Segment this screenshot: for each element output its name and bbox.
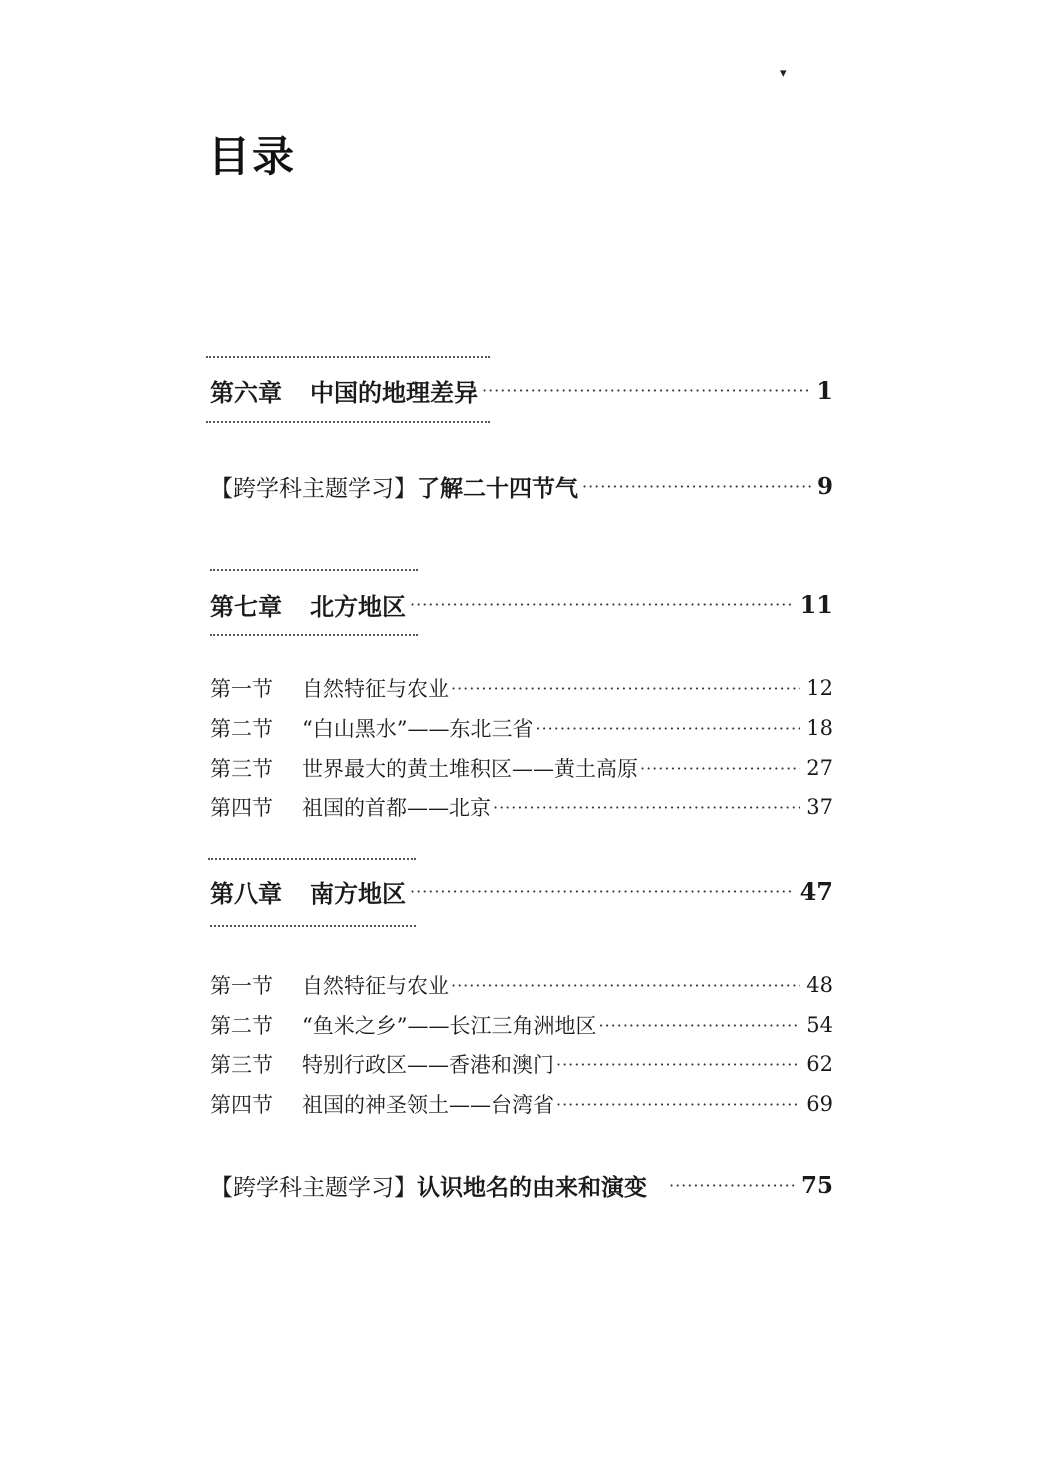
section-number: 第三节 bbox=[210, 757, 273, 781]
dot-leader bbox=[410, 882, 794, 901]
toc-entry-section[interactable] bbox=[210, 670, 833, 706]
toc-entry-section[interactable] bbox=[210, 1007, 833, 1043]
section-number: 第二节 bbox=[210, 717, 273, 741]
toc-entry-section[interactable] bbox=[210, 750, 833, 786]
chapter6-bottom-rule bbox=[206, 421, 490, 423]
dot-leader bbox=[582, 477, 811, 496]
page-number: 37 bbox=[806, 795, 833, 819]
chapter-number: 第六章 bbox=[210, 377, 282, 407]
page-number: 27 bbox=[806, 756, 833, 780]
page-number: 47 bbox=[799, 876, 833, 906]
page-title: 目录 bbox=[208, 132, 297, 181]
section-title: “白山黑水”——东北三省 bbox=[302, 717, 534, 741]
section-number: 第一节 bbox=[210, 677, 273, 701]
chapter-title: 南方地区 bbox=[310, 878, 406, 908]
chapter6-top-rule bbox=[206, 356, 490, 358]
chapter-title: 北方地区 bbox=[310, 591, 406, 621]
toc-entry-chapter6[interactable] bbox=[210, 372, 833, 408]
dot-leader bbox=[640, 759, 800, 778]
page-number: 18 bbox=[806, 716, 833, 740]
page-number: 62 bbox=[806, 1052, 833, 1076]
chapter7-bottom-rule bbox=[210, 634, 418, 636]
toc-entry-special-topic-2[interactable]: 【跨学科主题学习】认识地名的由来和演变 ····· 75 bbox=[210, 1167, 833, 1203]
section-number: 第四节 bbox=[210, 1093, 273, 1117]
dot-leader bbox=[482, 381, 810, 400]
topic-label: 跨学科主题学习 bbox=[233, 475, 394, 502]
toc-entry-section[interactable] bbox=[210, 967, 833, 1003]
dot-leader bbox=[556, 1095, 800, 1114]
section-number: 第一节 bbox=[210, 974, 273, 998]
chapter8-bottom-rule bbox=[210, 925, 416, 927]
page-number: 75 bbox=[800, 1171, 833, 1199]
chapter8-top-rule bbox=[208, 858, 416, 860]
page-number: 69 bbox=[806, 1092, 833, 1116]
section-title: 祖国的首都——北京 bbox=[302, 796, 491, 820]
section-title: 特别行政区——香港和澳门 bbox=[302, 1053, 554, 1077]
section-number: 第四节 bbox=[210, 796, 273, 820]
toc-entry-special-topic-1[interactable]: 【跨学科主题学习】了解二十四节气 ····· 9 bbox=[210, 468, 833, 504]
page-number: 11 bbox=[799, 589, 833, 619]
section-title: 自然特征与农业 bbox=[302, 677, 449, 701]
topic-label: 跨学科主题学习 bbox=[233, 1174, 394, 1201]
toc-entry-section[interactable] bbox=[210, 1086, 833, 1122]
chapter-number: 第八章 bbox=[210, 878, 282, 908]
section-title: 自然特征与农业 bbox=[302, 974, 449, 998]
chapter-title: 中国的地理差异 bbox=[310, 377, 478, 407]
chapter7-top-rule bbox=[210, 569, 418, 571]
dot-leader bbox=[451, 976, 800, 995]
page-number: 1 bbox=[816, 375, 833, 405]
toc-entry-section[interactable] bbox=[210, 1046, 833, 1082]
toc-entry-section[interactable] bbox=[210, 710, 833, 746]
section-title: 祖国的神圣领土——台湾省 bbox=[302, 1093, 554, 1117]
scan-mark: ▾ bbox=[780, 66, 787, 81]
page-number: 12 bbox=[806, 676, 833, 700]
dot-leader bbox=[410, 595, 794, 614]
dot-leader bbox=[556, 1055, 800, 1074]
section-title: 世界最大的黄土堆积区——黄土高原 bbox=[302, 757, 638, 781]
section-number: 第二节 bbox=[210, 1014, 273, 1038]
topic-title: 了解二十四节气 bbox=[417, 474, 578, 502]
chapter-number: 第七章 bbox=[210, 591, 282, 621]
page-number: 9 bbox=[816, 472, 833, 500]
section-number: 第三节 bbox=[210, 1053, 273, 1077]
dot-leader bbox=[669, 1176, 795, 1195]
dot-leader bbox=[535, 719, 800, 738]
dot-leader bbox=[598, 1016, 800, 1035]
section-title: “鱼米之乡”——长江三角洲地区 bbox=[302, 1014, 597, 1038]
page-number: 54 bbox=[806, 1013, 833, 1037]
topic-title: 认识地名的由来和演变 bbox=[417, 1173, 647, 1201]
toc-entry-chapter8[interactable] bbox=[210, 873, 833, 909]
toc-entry-section[interactable] bbox=[210, 789, 833, 825]
page-number: 48 bbox=[806, 973, 833, 997]
dot-leader bbox=[493, 798, 800, 817]
dot-leader bbox=[451, 679, 800, 698]
toc-entry-chapter7[interactable] bbox=[210, 586, 833, 622]
